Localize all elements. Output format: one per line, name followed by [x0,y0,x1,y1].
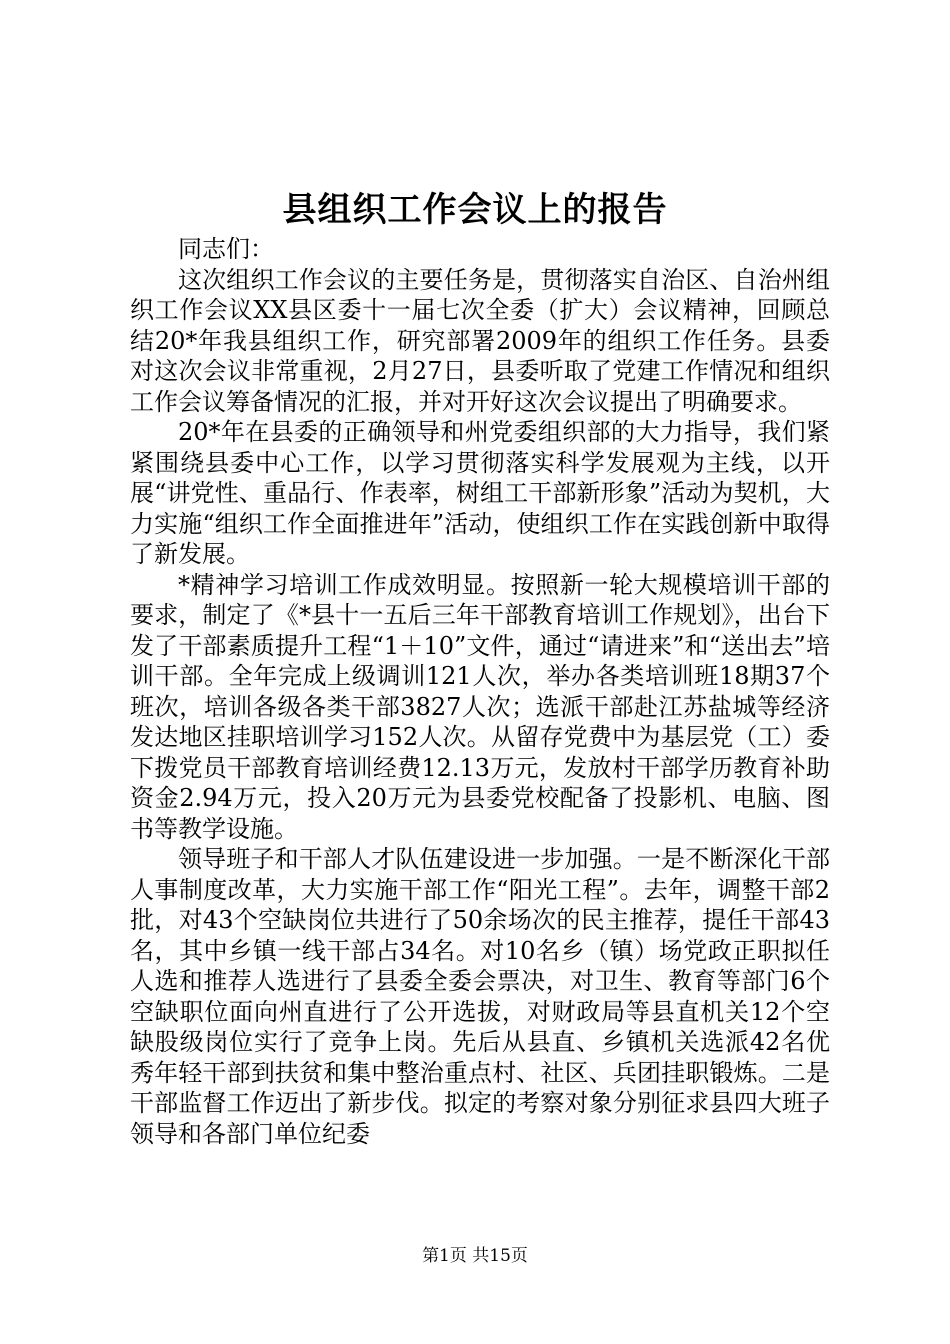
salutation: 同志们： [178,235,274,263]
document-body [130,234,830,1149]
paragraph-4: 领导班子和干部人才队伍建设进一步加强。一是不断深化干部人事制度改革，大力实施干部工作“阳光工程”。去年，调整干部2批，对43个空缺岗位共进行了50余场次的民主推荐，提任干部43名，其中乡镇一线干部占34名。对10名乡（镇）场党政正职拟任人选和推荐人选进行了县委全委会票决，对卫生、教育等部门6个空缺职位面向州直进行了公开选拔，对财政局等县直机关12个空缺股级岗位实行了竞争上岗。先后从县直、乡镇机关选派42名优秀年轻干部到扶贫和集中整治重点村、社区、兵团挂职锻炼。二是干部监督工作迈出了新步伐。拟定的考察对象分别征求县四大班子领导和各部门单位纪委 [130,845,830,1148]
page-number-footer: 第1页 共15页 [422,1246,528,1266]
document-title: 县组织工作会议上的报告 [282,190,668,230]
paragraph-3: *精神学习培训工作成效明显。按照新一轮大规模培训干部的要求，制定了《*县十一五后三年干部教育培训工作规划》，出台下发了干部素质提升工程“1＋10”文件，通过“请进来”和“送出去”培训干部。全年完成上级调训121人次，举办各类培训班18期37个班次，培训各级各类干部3827人次；选派干部赴江苏盐城等经济发达地区挂职培训学习152人次。从留存党费中为基层党（工）委下拨党员干部教育培训经费12.13万元，发放村干部学历教育补助资金2.94万元，投入20万元为县委党校配备了投影机、电脑、图书等教学设施。 [130,570,830,843]
paragraph-2: 20*年在县委的正确领导和州党委组织部的大力指导，我们紧紧围绕县委中心工作，以学习贯彻落实科学发展观为主线，以开展“讲党性、重品行、作表率，树组工干部新形象”活动为契机，大力实施“组织工作全面推进年”活动，使组织工作在实践创新中取得了新发展。 [130,418,830,568]
paragraph-1: 这次组织工作会议的主要任务是，贯彻落实自治区、自治州组织工作会议XX县区委十一届七次全委（扩大）会议精神，回顾总结20*年我县组织工作，研究部署2009年的组织工作任务。县委对这次会议非常重视，2月27日，县委听取了党建工作情况和组织工作会议筹备情况的汇报，并对开好这次会议提出了明确要求。 [130,265,830,416]
